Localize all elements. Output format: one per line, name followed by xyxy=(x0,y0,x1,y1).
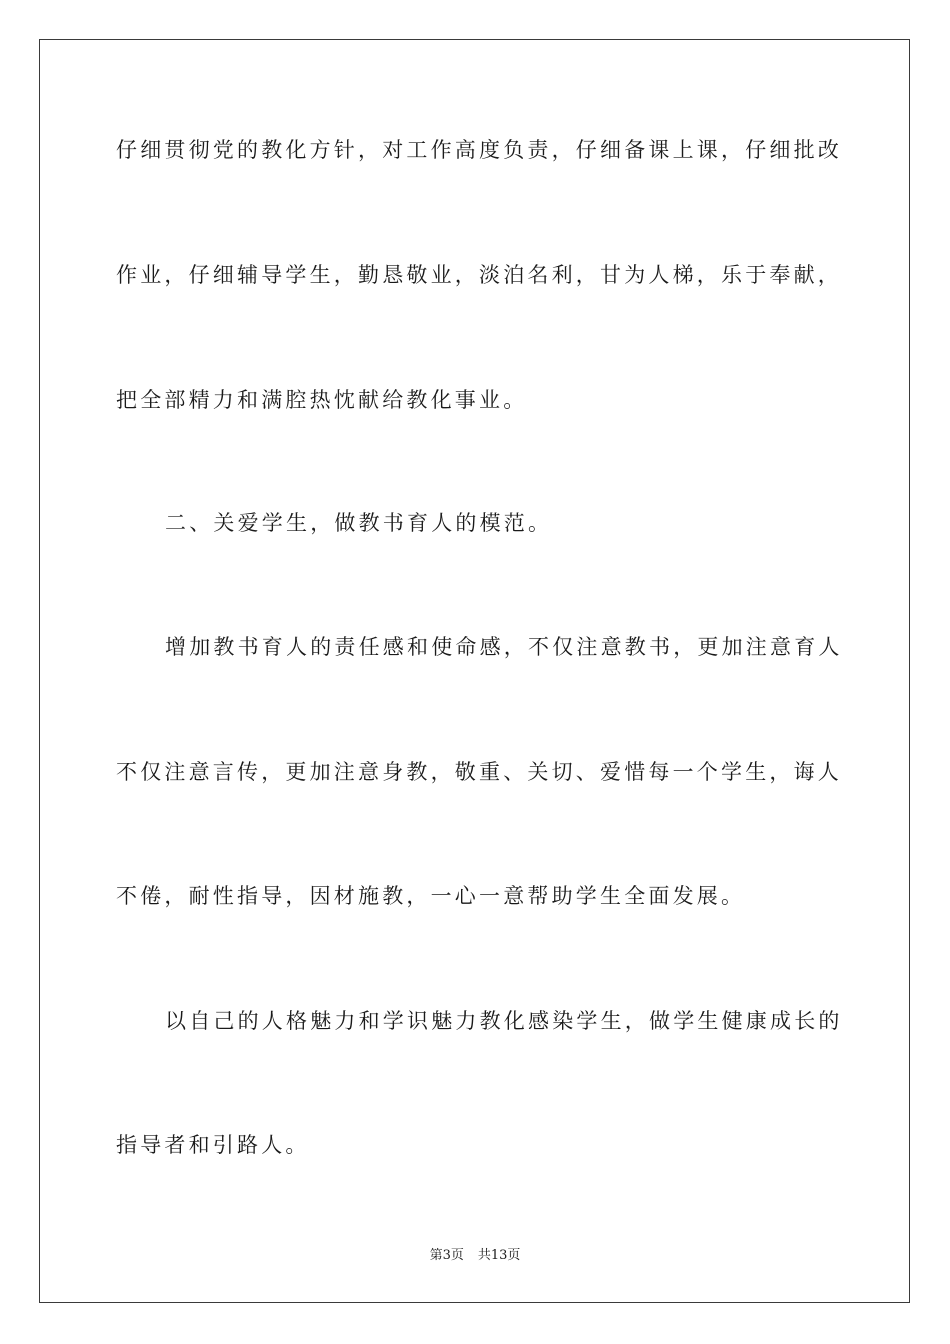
body-text-line: 把全部精力和满腔热忱献给教化事业。 xyxy=(116,388,528,412)
body-text-line: 仔细贯彻党的教化方针，对工作高度负责，仔细备课上课，仔细批改 xyxy=(116,138,842,162)
body-text-line: 不倦，耐性指导，因材施教，一心一意帮助学生全面发展。 xyxy=(116,884,746,908)
body-text-line: 不仅注意言传，更加注意身教，敬重、关切、爱惜每一个学生，诲人 xyxy=(116,760,842,784)
section-heading: 二、关爱学生，做教书育人的模范。 xyxy=(165,511,553,535)
page-footer xyxy=(0,1247,950,1265)
body-text-line: 指导者和引路人。 xyxy=(116,1133,310,1157)
paragraph-first-line: 以自己的人格魅力和学识魅力教化感染学生，做学生健康成长的 xyxy=(165,1009,843,1033)
page-total: 共13页 xyxy=(477,1248,521,1263)
page-number: 第3页 xyxy=(429,1248,464,1263)
body-text-line: 作业，仔细辅导学生，勤恳敬业，淡泊名利，甘为人梯，乐于奉献， xyxy=(116,263,842,287)
page-border xyxy=(39,39,910,1303)
paragraph-first-line: 增加教书育人的责任感和使命感，不仅注意教书，更加注意育人 xyxy=(165,635,843,659)
